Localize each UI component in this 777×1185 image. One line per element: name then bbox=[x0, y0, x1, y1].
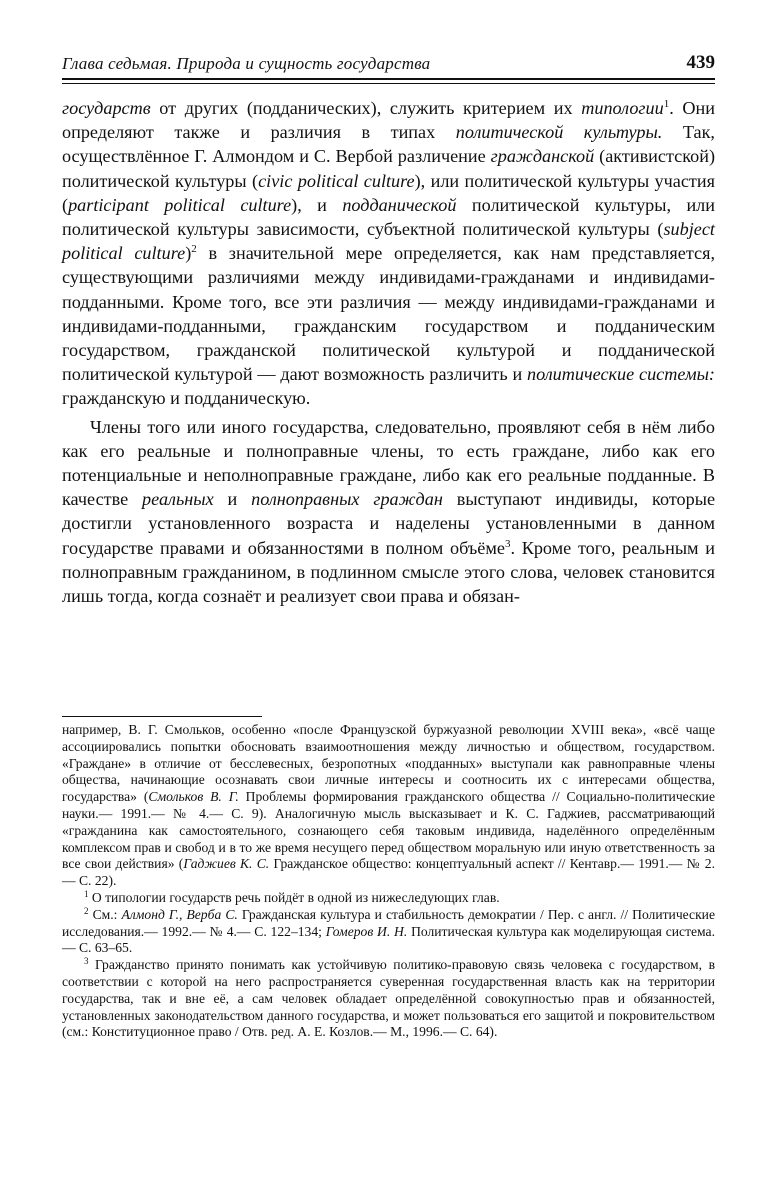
text-run: ), или политической культуры участия ( bbox=[62, 170, 715, 215]
text-run: Гражданство принято понимать как устойчивую политико-правовую связь человека с государством, в соответствии с которой на него распространяется суверенная государственная власть как на территории государства, так и вне её, а сам человек обладает определённой совокупностью прав и обязанностей, установленных законодательством данного государства, и может пользоваться его защитой и покровительством (см.: Конституционное право / Отв. ред. А. Е. Козлов.— М., 1996.— С. 64). bbox=[62, 957, 715, 1040]
italic-run: subject political culture bbox=[62, 219, 715, 264]
text-run: в значительной мере определяется, как нам представляется, существующими различиями между индивидами-гражданами и индивидами-подданными. Кроме того, все эти различия — между индивидами-гражданами и индивидами-подданными, гражданским государством и подданическим государством, гражданской политической культурой и подданической политической культурой — дают возможность различить и bbox=[62, 243, 715, 385]
text-run: Политическая культура как моделирующая система.— С. 63–65. bbox=[62, 923, 715, 956]
footnote-ref: 3 bbox=[504, 537, 511, 550]
footnote-2 bbox=[62, 907, 715, 957]
text-run: Гражданская культура и стабильность демократии / Пер. с англ. // Политические исследования.— 1992.— № 4.— С. 122–134; bbox=[62, 906, 715, 939]
text-run: О типологии государств речь пойдёт в одной из нижеследующих глав. bbox=[88, 889, 500, 905]
text-run: ), и bbox=[291, 194, 343, 215]
text-run: . Они определяют также и различия в типах bbox=[62, 98, 715, 143]
italic-run: Смольков В. Г. bbox=[148, 789, 239, 805]
text-run: Гражданское общество: концептуальный аспект // Кентавр.— 1991.— № 2.— С. 22). bbox=[62, 856, 715, 889]
text-run: от других (подданических), служить критерием их bbox=[150, 98, 582, 118]
text-run: гражданскую и подданическую. bbox=[62, 388, 311, 409]
italic-run: государств bbox=[62, 98, 151, 118]
italic-run: политической культуры. bbox=[455, 122, 663, 143]
italic-run: civic political culture bbox=[258, 170, 415, 191]
paragraph-1 bbox=[62, 96, 715, 411]
main-text bbox=[62, 96, 715, 608]
text-run: например, В. Г. Смольков, особенно «после Французской буржуазной революции XVIII века», «всё чаще ассоциировались попытки обосновать взаимоотношения между личностью и обществом, государством. «Граждане» в отличие от бесслевесных, безропотных «подданных» выступали как равноправные члены общества, начинающие осознавать свои личные интересы и соотносить их с интересами общества, государства» ( bbox=[62, 722, 715, 805]
paragraph-2 bbox=[62, 415, 715, 609]
footnote-ref: 1 bbox=[84, 888, 89, 899]
running-title: Глава седьмая. Природа и сущность государства bbox=[62, 54, 431, 73]
italic-run: типологии bbox=[581, 98, 664, 118]
header-rule-thin bbox=[62, 83, 715, 84]
italic-run: полноправных граждан bbox=[251, 489, 443, 510]
header-rule-thick bbox=[62, 78, 715, 80]
text-run: выступают индивиды, которые достигли установленного возраста и наделены установленными в данном государстве правами и обязанностями в полном объёме bbox=[62, 489, 716, 558]
page-header bbox=[62, 44, 715, 74]
text-run: Проблемы формирования гражданского общества // Социально-политические науки.— 1991.— № 4.— С. 9). Аналогичную мысль высказывает и К. С. Гаджиев, рассматривающий «гражданина как самостоятельного, сознающего себя таковым индивида, наделённого определённым комплексом прав и свобод и в то же время несущего перед обществом моральную или иную ответственность за все свои действия» ( bbox=[62, 789, 715, 872]
page-number: 439 bbox=[686, 52, 715, 73]
text-run: и bbox=[213, 489, 252, 510]
footnote-continuation bbox=[62, 722, 715, 890]
italic-run: политические системы: bbox=[526, 364, 715, 385]
text-run: политической культуры, или политической культуры зависимости, субъектной политической культуры ( bbox=[62, 194, 715, 240]
italic-run: гражданской bbox=[490, 146, 595, 167]
footnotes bbox=[62, 722, 715, 1041]
text-run: (активистской) политической культуры ( bbox=[62, 146, 715, 191]
text-run: Члены того или иного государства, следовательно, проявляют себя в нём либо как его реальные и полноправные члены, то есть граждане, либо как его потенциальные и неполноправные граждане, либо как его реальные подданные. В качестве bbox=[62, 416, 715, 510]
text-run: Так, осуществлённое Г. Алмондом и С. Вербой различение bbox=[62, 122, 715, 167]
text-run: ) bbox=[185, 243, 192, 264]
footnote-1 bbox=[62, 890, 715, 907]
italic-run: Гаджиев К. С. bbox=[183, 856, 270, 872]
text-run: . Кроме того, реальным и полноправным гражданином, в подлинном смысле этого слова, человек становится лишь тогда, когда сознаёт и реализует свои права и обязан- bbox=[62, 537, 715, 607]
footnote-ref: 2 bbox=[84, 905, 89, 916]
italic-run: Алмонд Г., Верба С. bbox=[121, 906, 238, 922]
footnote-ref: 3 bbox=[84, 956, 89, 967]
footnote-ref: 2 bbox=[191, 243, 197, 256]
text-run: См.: bbox=[88, 906, 122, 922]
italic-run: participant political culture bbox=[68, 194, 292, 215]
footnote-3 bbox=[62, 957, 715, 1041]
footnote-ref: 1 bbox=[663, 98, 670, 110]
footnote-separator bbox=[62, 716, 262, 717]
italic-run: Гомеров И. Н. bbox=[325, 923, 408, 939]
italic-run: подданической bbox=[342, 194, 457, 215]
italic-run: реальных bbox=[142, 489, 214, 510]
